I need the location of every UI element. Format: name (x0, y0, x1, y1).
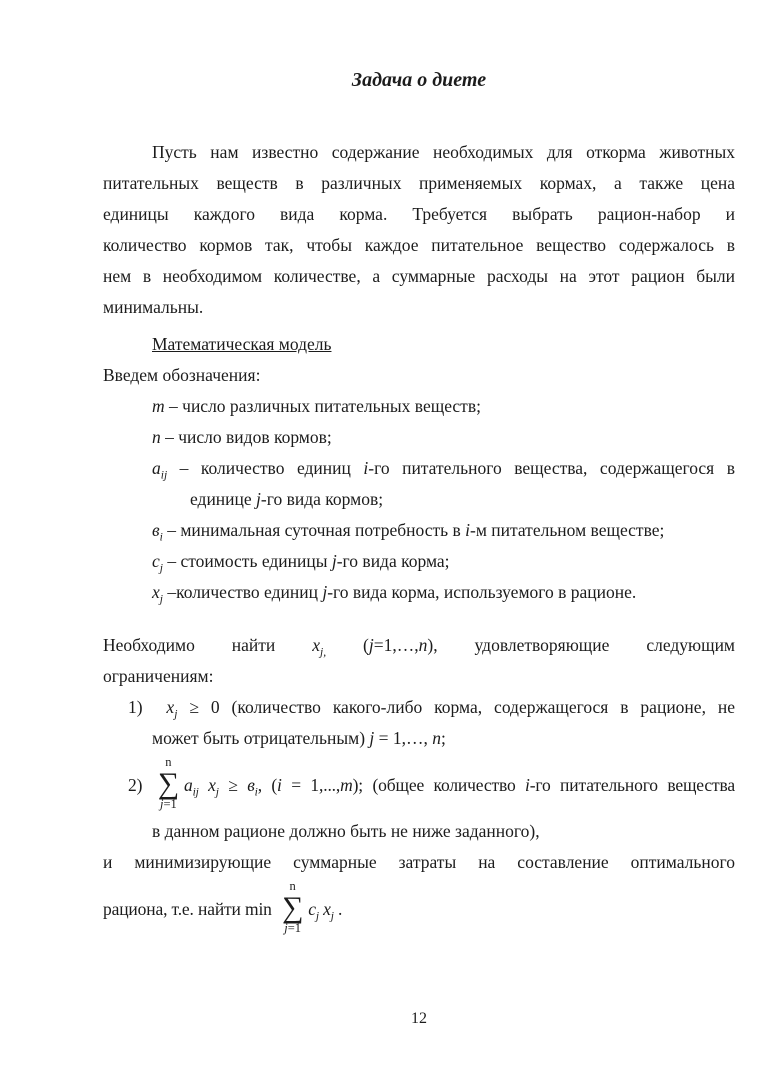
sigma-icon: ∑ (157, 767, 179, 801)
sum-upper-limit: n (165, 755, 172, 770)
text-line: 1) $x_j \ge 0$ (количество какого-либо корма, содержащегося в рационе, не (128, 697, 735, 721)
text-line: Пусть нам известно содержание необходимых для откорма животных (152, 142, 735, 162)
text-line: питательных веществ в различных применяемых кормах, а также цена (103, 173, 735, 193)
constraints-list (103, 692, 735, 847)
text-line: нем в необходимом количестве, а суммарные расходы на этот рацион были (103, 266, 735, 286)
text-line: в данном рационе должно быть не ниже заданного), (152, 821, 540, 841)
sum-lower-limit: j=1 (284, 921, 302, 936)
model-heading-row (152, 329, 735, 360)
text-line: m – число различных питательных веществ; (152, 396, 481, 416)
model-heading: Математическая модель (152, 334, 332, 354)
objective-paragraph (103, 847, 735, 940)
text-line: $a_{ij}$ – количество единиц i-го питательного вещества, содержащегося в (152, 458, 735, 482)
text-line: минимальны. (103, 297, 204, 317)
sum-upper-limit: n (289, 879, 296, 894)
notation-intro: Введем обозначения: (103, 365, 261, 385)
problem-statement (103, 630, 735, 692)
text-line: $x_j$ –количество единиц j-го вида корма, используемого в рационе. (152, 582, 637, 606)
text-line: ограничениям: (103, 666, 214, 686)
text-line: количество кормов так, чтобы каждое питательное вещество содержалось в (103, 235, 735, 255)
text-line: $в_i$ – минимальная суточная потребность в i-м питательном веществе; (152, 520, 665, 544)
sigma-icon: ∑ (282, 891, 304, 925)
sum-lower-limit: j=1 (159, 797, 177, 812)
intro-paragraph (103, 137, 735, 323)
text-line: $c_j$ – стоимость единицы j-го вида корма; (152, 551, 450, 575)
text-line: n – число видов кормов; (152, 427, 332, 447)
text-line: 2) n ∑ j=1 $a_{ij}$ $x_j \ge в_i$, (i = 1,...,m); (общее количество i-го питательного вещества (128, 755, 735, 812)
text-line: Необходимо найти $x_{j,}$ (j=1,…,n), удовлетворяющие следующим (103, 635, 736, 659)
text-line: рациона, т.е. найти min n ∑ j=1 $c_j$ $x_j$ . (103, 879, 343, 936)
text-line: может быть отрицательным) j = 1,…, n; (152, 728, 446, 748)
summation-symbol (158, 756, 179, 811)
page-number: 12 (411, 1010, 427, 1027)
definitions-list (103, 391, 735, 608)
page-title: Задача о диете (351, 69, 487, 91)
text-line: единице j-го вида кормов; (190, 489, 384, 509)
summation-symbol (282, 880, 303, 935)
text-line: и минимизирующие суммарные затраты на составление оптимального (103, 852, 735, 872)
text-line: единицы каждого вида корма. Требуется выбрать рацион-набор и (103, 204, 735, 224)
